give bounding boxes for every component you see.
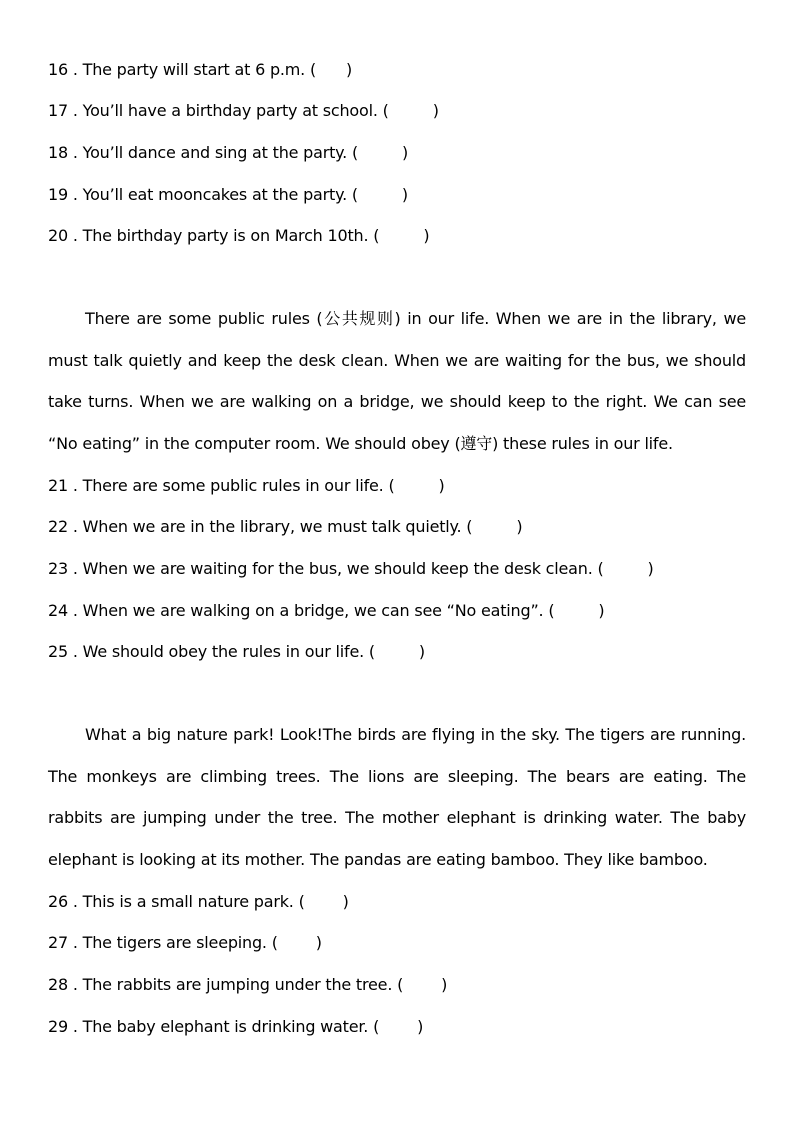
- question-text: When we are walking on a bridge, we can see “No eating”.: [82, 601, 544, 620]
- question-number: 23: [48, 559, 68, 578]
- answer-open-paren: (: [298, 892, 305, 911]
- answer-open-paren: (: [388, 476, 395, 495]
- answer-open-paren: (: [382, 101, 389, 120]
- question-separator: .: [72, 101, 78, 120]
- question-number: 28: [48, 975, 68, 994]
- passage-text: There are some public rules (公共规则) in our life. When we are in the library, we must talk quietly and keep the desk clean. When we are waiting for the bus, we should take turns. When we are walking on a bridge, we should keep to the right. We can see “No eating” in the computer room. We should obey (遵守) these rules in our life.: [48, 309, 746, 454]
- question-number: 21: [48, 476, 68, 495]
- question-number: 24: [48, 601, 68, 620]
- question-25: [48, 642, 425, 662]
- question-number: 29: [48, 1017, 68, 1036]
- answer-close-paren: ): [342, 892, 349, 911]
- question-text: There are some public rules in our life.: [82, 476, 384, 495]
- question-19: [48, 185, 408, 205]
- question-number: 17: [48, 101, 68, 120]
- answer-open-paren: (: [373, 226, 380, 245]
- answer-close-paren: ): [417, 1017, 424, 1036]
- question-separator: .: [72, 476, 78, 495]
- answer-close-paren: ): [432, 101, 439, 120]
- answer-close-paren: ): [401, 185, 408, 204]
- question-26: [48, 892, 349, 912]
- question-24: [48, 601, 604, 621]
- question-separator: .: [72, 933, 78, 952]
- answer-open-paren: (: [368, 642, 375, 661]
- question-text: The party will start at 6 p.m.: [82, 60, 306, 79]
- question-separator: .: [72, 226, 78, 245]
- question-separator: .: [72, 601, 78, 620]
- answer-close-paren: ): [423, 226, 430, 245]
- question-27: [48, 933, 322, 953]
- question-separator: .: [72, 892, 78, 911]
- question-separator: .: [72, 517, 78, 536]
- question-text: You’ll have a birthday party at school.: [82, 101, 378, 120]
- answer-open-paren: (: [466, 517, 473, 536]
- question-text: This is a small nature park.: [82, 892, 294, 911]
- answer-close-paren: ): [418, 642, 425, 661]
- answer-open-paren: (: [271, 933, 278, 952]
- question-separator: .: [72, 185, 78, 204]
- question-20: [48, 226, 429, 246]
- question-separator: .: [72, 1017, 78, 1036]
- answer-close-paren: ): [438, 476, 445, 495]
- question-28: [48, 975, 447, 995]
- question-16: [48, 60, 352, 80]
- question-number: 16: [48, 60, 68, 79]
- question-text: When we are in the library, we must talk quietly.: [82, 517, 462, 536]
- question-23: [48, 559, 654, 579]
- question-text: You’ll eat mooncakes at the party.: [82, 185, 347, 204]
- question-text: The baby elephant is drinking water.: [82, 1017, 369, 1036]
- answer-open-paren: (: [397, 975, 404, 994]
- question-text: The birthday party is on March 10th.: [82, 226, 369, 245]
- question-number: 26: [48, 892, 68, 911]
- question-number: 22: [48, 517, 68, 536]
- question-separator: .: [72, 143, 78, 162]
- question-number: 25: [48, 642, 68, 661]
- question-text: When we are waiting for the bus, we should keep the desk clean.: [82, 559, 593, 578]
- answer-close-paren: ): [346, 60, 353, 79]
- question-text: We should obey the rules in our life.: [82, 642, 364, 661]
- question-separator: .: [72, 975, 78, 994]
- question-number: 19: [48, 185, 68, 204]
- answer-close-paren: ): [516, 517, 523, 536]
- answer-close-paren: ): [441, 975, 448, 994]
- answer-close-paren: ): [647, 559, 654, 578]
- question-21: [48, 476, 445, 496]
- question-17: [48, 101, 439, 121]
- question-number: 20: [48, 226, 68, 245]
- answer-open-paren: (: [548, 601, 555, 620]
- question-18: [48, 143, 408, 163]
- question-text: The tigers are sleeping.: [82, 933, 267, 952]
- reading-passage-rules: [48, 298, 746, 465]
- question-text: You’ll dance and sing at the party.: [82, 143, 348, 162]
- question-number: 18: [48, 143, 68, 162]
- answer-close-paren: ): [402, 143, 409, 162]
- answer-open-paren: (: [309, 60, 316, 79]
- answer-open-paren: (: [373, 1017, 380, 1036]
- question-22: [48, 517, 522, 537]
- question-29: [48, 1017, 423, 1037]
- question-number: 27: [48, 933, 68, 952]
- question-text: The rabbits are jumping under the tree.: [82, 975, 393, 994]
- question-separator: .: [72, 60, 78, 79]
- answer-open-paren: (: [351, 185, 358, 204]
- passage-text: What a big nature park! Look!The birds are flying in the sky. The tigers are running. The monkeys are climbing trees. The lions are sleeping. The bears are eating. The rabbits are jumping under the tree. The mother elephant is drinking water. The baby elephant is looking at its mother. The pandas are eating bamboo. They like bamboo.: [48, 725, 746, 870]
- answer-open-paren: (: [351, 143, 358, 162]
- question-separator: .: [72, 642, 78, 661]
- question-separator: .: [72, 559, 78, 578]
- answer-close-paren: ): [598, 601, 605, 620]
- answer-open-paren: (: [597, 559, 604, 578]
- answer-close-paren: ): [315, 933, 322, 952]
- reading-passage-nature-park: [48, 714, 746, 881]
